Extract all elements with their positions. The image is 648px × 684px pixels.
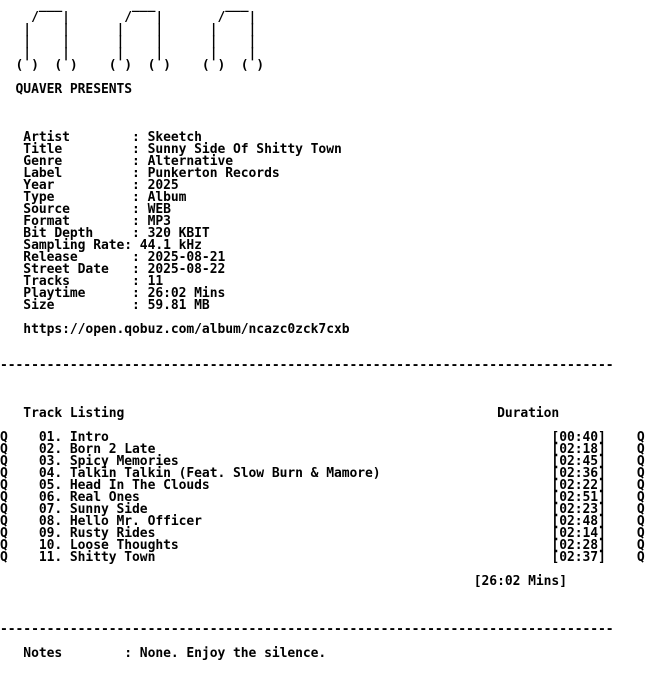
info-line-playtime: Playtime : 26:02 Mins [0, 286, 226, 301]
info-line-size: Size : 59.81 MB [0, 298, 210, 313]
logo-row: ___ ___ ___ [0, 0, 249, 13]
info-line-release: Release : 2025-08-21 [0, 250, 226, 265]
total-duration: [26:02 Mins] [0, 574, 567, 589]
track-listing-header: Track Listing Duration [0, 406, 560, 421]
track-row: Q 10. Loose Thoughts [02:28] Q [0, 538, 645, 553]
info-line-bit-depth: Bit Depth : 320 KBIT [0, 226, 210, 241]
track-row: Q 06. Real Ones [02:51] Q [0, 490, 645, 505]
info-line-year: Year : 2025 [0, 178, 179, 193]
divider-line: ------------------------------------------------------------------------------- [0, 358, 614, 373]
track-row: Q 04. Talkin Talkin (Feat. Slow Burn & Mamore) [02:36] Q [0, 466, 645, 481]
info-line-tracks: Tracks : 11 [0, 274, 164, 289]
info-line-genre: Genre : Alternative [0, 154, 233, 169]
info-line-artist: Artist : Skeetch [0, 130, 202, 145]
logo-row: | | | | | | [0, 34, 257, 49]
track-row: Q 05. Head In The Clouds [02:22] Q [0, 478, 645, 493]
track-row: Q 03. Spicy Memories [02:45] Q [0, 454, 645, 469]
track-row: Q 02. Born 2 Late [02:18] Q [0, 442, 645, 457]
presents-heading: QUAVER PRESENTS [0, 82, 133, 97]
info-line-type: Type : Album [0, 190, 187, 205]
info-line-label: Label : Punkerton Records [0, 166, 280, 181]
info-line-sampling-rate: Sampling Rate: 44.1 kHz [0, 238, 202, 253]
logo-row: / | / | / | [0, 10, 257, 25]
info-line-source: Source : WEB [0, 202, 171, 217]
logo-row: | | | | | | [0, 46, 257, 61]
divider-line: ------------------------------------------------------------------------------- [0, 622, 614, 637]
track-row: Q 01. Intro [00:40] Q [0, 430, 645, 445]
logo-row: ( ) ( ) ( ) ( ) ( ) ( ) [0, 58, 265, 73]
notes-line: Notes : None. Enjoy the silence. [0, 646, 327, 661]
track-row: Q 11. Shitty Town [02:37] Q [0, 550, 645, 565]
info-line-title: Title : Sunny Side Of Shitty Town [0, 142, 342, 157]
track-row: Q 09. Rusty Rides [02:14] Q [0, 526, 645, 541]
info-line-format: Format : MP3 [0, 214, 171, 229]
track-row: Q 08. Hello Mr. Officer [02:48] Q [0, 514, 645, 529]
track-row: Q 07. Sunny Side [02:23] Q [0, 502, 645, 517]
logo-row: | | | | | | [0, 22, 257, 37]
info-line-street-date: Street Date : 2025-08-22 [0, 262, 226, 277]
album-url-link[interactable]: https://open.qobuz.com/album/ncazc0zck7cxb [0, 322, 350, 337]
